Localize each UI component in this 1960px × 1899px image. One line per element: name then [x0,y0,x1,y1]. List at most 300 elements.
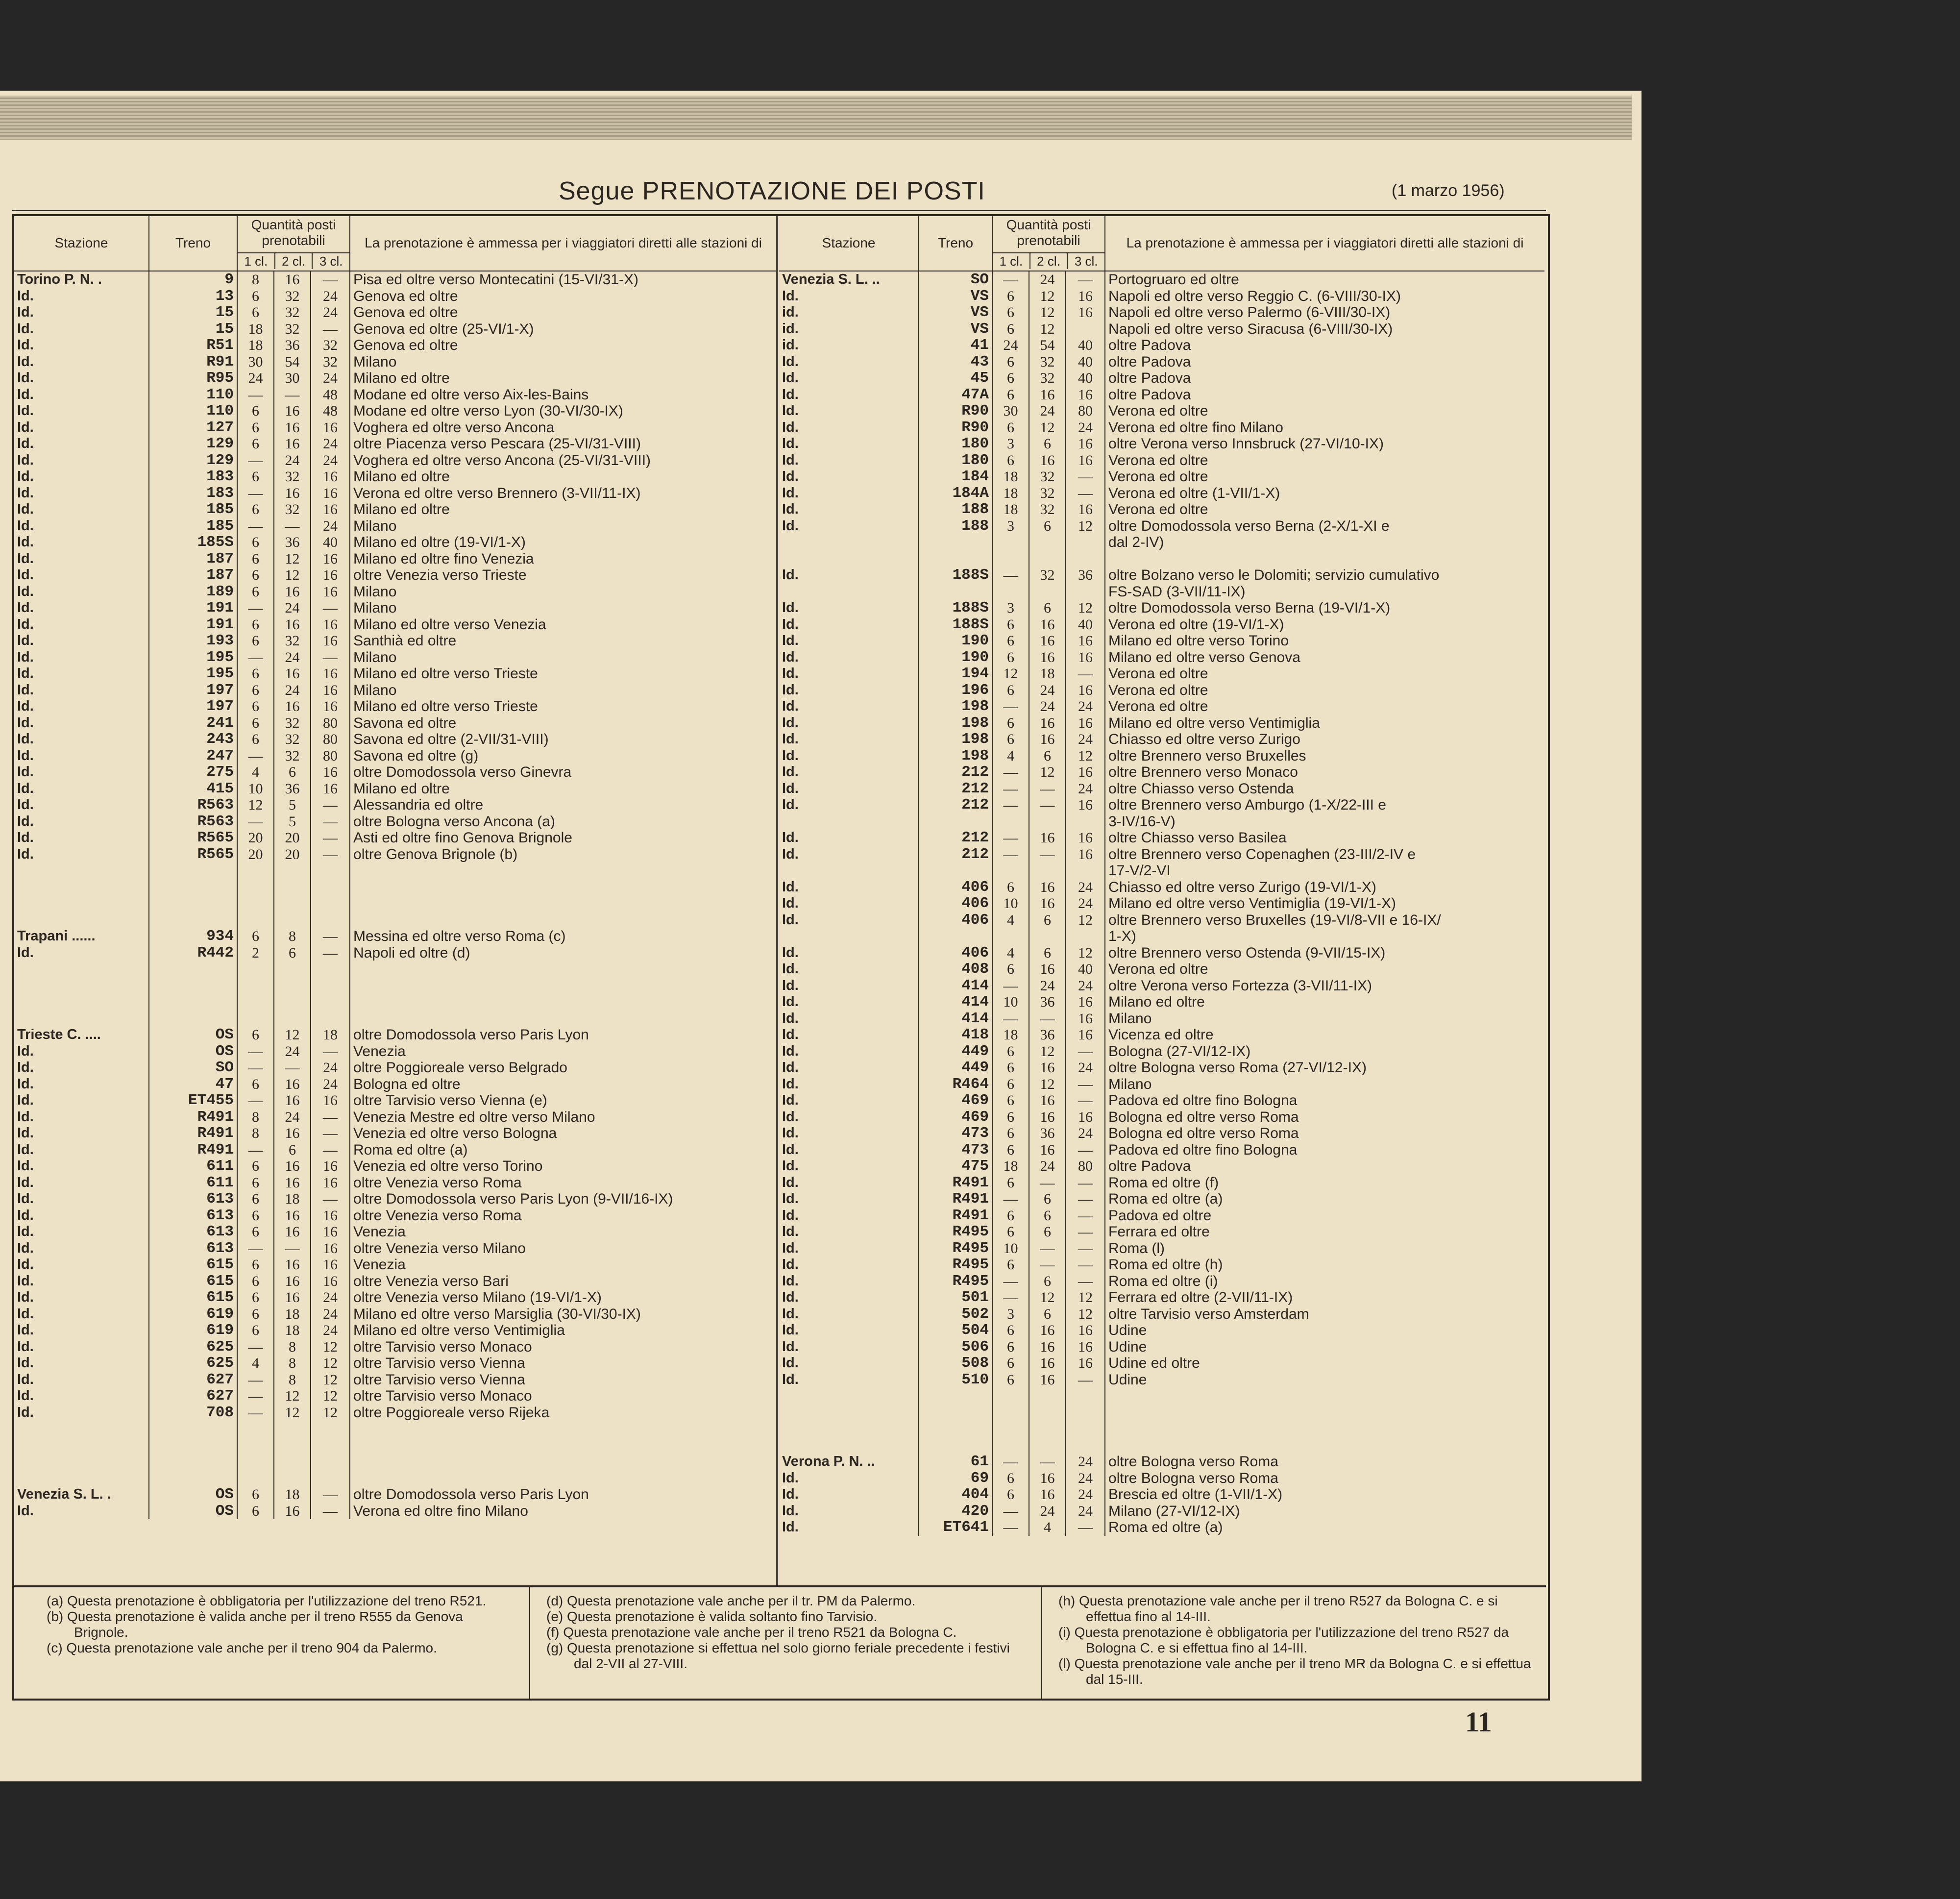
destination-cell: Messina ed oltre verso Roma (c) [350,928,776,945]
destination-cell: oltre Domodossola verso Paris Lyon (9-VII/16-IX) [350,1191,776,1208]
station-cell: Id. [782,715,799,731]
destination-cell: Padova ed oltre [1105,1208,1544,1224]
table-row [14,501,776,518]
station-cell: Id. [782,288,799,304]
station-cell: Id. [782,1125,799,1141]
seats-2cl-cell: 32 [1029,501,1066,518]
train-cell: 129 [149,436,237,452]
table-row [14,912,776,929]
destination-cell: Venezia ed oltre verso Bologna [350,1125,776,1142]
train-cell: 41 [919,337,992,354]
train-cell: 190 [919,633,992,649]
seats-1cl-cell: 18 [237,321,274,338]
train-cell: 406 [919,945,992,962]
seats-2cl-cell: 6 [1029,1224,1066,1240]
destination-cell: Verona ed oltre [1105,961,1544,978]
seats-2cl-cell [1029,1421,1066,1437]
seats-1cl-cell: 6 [237,501,274,518]
seats-1cl-cell: — [992,830,1029,846]
seats-3cl-cell [311,912,350,929]
seats-3cl-cell: 12 [1066,1306,1105,1323]
station-cell: Id. [17,1257,34,1272]
table-row [779,1355,1544,1372]
seats-3cl-cell [1066,1421,1105,1437]
seats-3cl-cell: 16 [311,419,350,436]
table-row [779,1158,1544,1175]
seats-1cl-cell: 6 [237,1306,274,1323]
seats-2cl-cell: 6 [1029,1191,1066,1208]
seats-1cl-cell: 6 [237,1076,274,1093]
station-cell: Id. [17,583,34,599]
train-cell [919,551,992,567]
table-row [14,485,776,502]
station-cell: Id. [17,944,34,961]
station-cell: Id. [782,403,799,419]
table-row [779,271,1544,288]
seats-2cl-cell: 16 [1029,731,1066,748]
destination-cell: Napoli ed oltre verso Palermo (6-VIII/30-IX) [1105,304,1544,321]
seats-2cl-cell: 16 [1029,895,1066,912]
table-row [779,863,1544,879]
seats-3cl-cell: — [311,1043,350,1060]
destination-cell: Milano [1105,1011,1544,1027]
seats-1cl-cell: — [237,485,274,502]
seats-3cl-cell: 16 [1066,288,1105,305]
station-cell: Id. [17,1503,34,1519]
station-cell: Id. [782,764,799,780]
table-row [779,567,1544,584]
seats-3cl-cell: 24 [1066,895,1105,912]
train-cell: 194 [919,666,992,682]
seats-3cl-cell: — [1066,1273,1105,1290]
seats-1cl-cell: 6 [237,534,274,551]
seats-2cl-cell [274,1437,311,1454]
seats-1cl-cell [992,814,1029,830]
seats-2cl-cell: 32 [274,633,311,649]
seats-1cl-cell [237,895,274,912]
destination-cell [350,1454,776,1470]
page-number: 11 [1465,1706,1492,1738]
station-cell: Id. [782,1043,799,1059]
train-cell: 406 [919,895,992,912]
destination-cell: Milano ed oltre verso Venezia [350,617,776,633]
seats-1cl-cell: 6 [237,682,274,699]
seats-2cl-cell: 24 [274,600,311,617]
seats-3cl-cell: 16 [1066,436,1105,452]
station-cell [14,1011,149,1027]
seats-1cl-cell: — [237,1060,274,1076]
col-treno: Treno [149,216,237,271]
seats-1cl-cell: 6 [992,1257,1029,1273]
seats-1cl-cell: 6 [237,666,274,682]
seats-1cl-cell: — [237,748,274,765]
destination-cell: Brescia ed oltre (1-VII/1-X) [1105,1486,1544,1503]
seats-1cl-cell: — [237,1388,274,1405]
table-row [14,1142,776,1159]
station-cell: Venezia S. L. . [17,1486,111,1502]
seats-2cl-cell: — [1029,1454,1066,1470]
station-cell: Id. [17,600,34,616]
seats-2cl-cell: 16 [274,1257,311,1273]
destination-cell: Bologna ed oltre verso Roma [1105,1109,1544,1126]
table-row [14,797,776,814]
train-cell: 406 [919,912,992,929]
destination-cell [350,895,776,912]
table-row [14,633,776,649]
table-row [779,830,1544,846]
train-cell: 198 [919,715,992,732]
seats-1cl-cell: 6 [237,715,274,732]
train-cell: 43 [919,354,992,370]
destination-cell: oltre Venezia verso Milano [350,1240,776,1257]
seats-2cl-cell: — [274,518,311,535]
destination-cell: Milano [350,682,776,699]
table-row [779,600,1544,617]
table-row [14,584,776,600]
train-cell: 198 [919,731,992,748]
right-timetable [779,216,1544,1585]
seats-2cl-cell: 24 [274,649,311,666]
seats-2cl-cell: 12 [1029,1289,1066,1306]
seats-1cl-cell: 18 [992,485,1029,502]
train-cell: R491 [149,1109,237,1126]
station-cell: Id. [17,633,34,648]
destination-cell: Genova ed oltre [350,337,776,354]
station-cell: Id. [782,879,799,895]
seats-3cl-cell: 24 [311,452,350,469]
table-row [779,928,1544,945]
seats-3cl-cell: 12 [1066,945,1105,962]
station-cell: Id. [17,550,34,567]
destination-cell: Verona ed oltre [1105,403,1544,419]
seats-1cl-cell: 6 [237,928,274,945]
station-cell [14,895,149,912]
seats-3cl-cell: 40 [311,534,350,551]
seats-1cl-cell: 8 [237,1109,274,1126]
seats-3cl-cell [311,1454,350,1470]
seats-2cl-cell: 16 [274,1092,311,1109]
table-row [779,1421,1544,1437]
destination-cell: Udine ed oltre [1105,1355,1544,1372]
seats-3cl-cell: 16 [311,567,350,584]
table-row [779,1191,1544,1208]
station-cell: Id. [782,1158,799,1174]
seats-3cl-cell: 48 [311,403,350,419]
station-cell: Id. [782,1257,799,1272]
station-cell: Trieste C. .... [17,1027,101,1042]
seats-3cl-cell: 80 [311,731,350,748]
seats-2cl-cell: 32 [274,469,311,485]
seats-3cl-cell: 16 [311,584,350,600]
seats-3cl-cell: 80 [311,715,350,732]
station-cell: Id. [782,1338,799,1355]
seats-1cl-cell: — [992,1011,1029,1027]
destination-cell: Asti ed oltre fino Genova Brignole [350,830,776,846]
seats-2cl-cell: 16 [274,1503,311,1520]
destination-cell: oltre Domodossola verso Berna (2-X/1-XI e [1105,518,1544,535]
station-cell [14,1454,149,1470]
train-cell [149,863,237,879]
seats-3cl-cell: — [1066,469,1105,485]
station-cell: Id. [17,501,34,517]
seats-1cl-cell: 6 [237,419,274,436]
seats-1cl-cell: 2 [237,945,274,962]
seats-1cl-cell: 6 [992,1486,1029,1503]
train-cell: 473 [919,1125,992,1142]
destination-cell: Napoli ed oltre verso Reggio C. (6-VIII/30-IX) [1105,288,1544,305]
seats-1cl-cell: — [992,781,1029,797]
seats-1cl-cell: — [992,1273,1029,1290]
table-row [14,271,776,288]
station-cell: Id. [17,452,34,468]
seats-2cl-cell: 12 [1029,764,1066,781]
destination-cell: Udine [1105,1339,1544,1356]
seats-3cl-cell: 24 [1066,978,1105,994]
train-cell [149,1454,237,1470]
seats-3cl-cell: 16 [1066,1027,1105,1043]
destination-cell: oltre Bologna verso Roma [1105,1470,1544,1487]
train-cell: R91 [149,354,237,370]
station-cell: Id. [782,1306,799,1322]
seats-2cl-cell: 24 [274,452,311,469]
seats-1cl-cell: 6 [237,1191,274,1208]
seats-3cl-cell: 24 [311,1289,350,1306]
train-cell: VS [919,288,992,305]
table-row [779,1125,1544,1142]
train-cell: 414 [919,978,992,994]
train-cell: 47A [919,387,992,403]
seats-2cl-cell: 6 [274,1142,311,1159]
train-cell: 469 [919,1092,992,1109]
seats-2cl-cell: 18 [274,1191,311,1208]
station-cell: Id. [782,1289,799,1305]
table-row [779,945,1544,962]
column-divider [776,216,778,1585]
table-header-row [14,216,776,271]
train-cell: 9 [149,271,237,288]
station-cell [779,534,919,551]
train-cell: 475 [919,1158,992,1175]
seats-2cl-cell: 16 [1029,1355,1066,1372]
train-cell [919,1437,992,1454]
train-cell: 195 [149,666,237,682]
station-cell: Id. [782,1322,799,1338]
seats-3cl-cell: 16 [1066,501,1105,518]
destination-cell: Verona ed oltre [1105,452,1544,469]
destination-cell: Bologna (27-VI/12-IX) [1105,1043,1544,1060]
table-row [779,337,1544,354]
train-cell: 627 [149,1372,237,1388]
table-row [14,764,776,781]
footnote-divider [529,1587,530,1699]
col-quantita [237,216,350,271]
station-cell [779,928,919,945]
right-table [779,216,1544,1536]
seats-1cl-cell [992,534,1029,551]
seats-2cl-cell: 6 [274,945,311,962]
seats-1cl-cell: — [237,649,274,666]
destination-cell: oltre Tarvisio verso Vienna [350,1355,776,1372]
train-cell: 180 [919,452,992,469]
table-row [14,715,776,732]
seats-1cl-cell: 4 [237,1355,274,1372]
seats-3cl-cell: 24 [1066,419,1105,436]
seats-2cl-cell: 12 [1029,321,1066,338]
station-cell: Id. [17,534,34,550]
station-cell: Id. [782,780,799,796]
seats-2cl-cell: 36 [1029,1125,1066,1142]
seats-2cl-cell: 6 [1029,912,1066,929]
seats-1cl-cell [237,978,274,994]
page-date: (1 marzo 1956) [1392,181,1505,200]
train-cell: 934 [149,928,237,945]
seats-2cl-cell: — [1029,1257,1066,1273]
station-cell: Id. [17,567,34,583]
seats-2cl-cell: 16 [1029,1322,1066,1339]
train-cell: OS [149,1027,237,1043]
seats-1cl-cell [237,912,274,929]
table-row [14,370,776,387]
train-cell: R563 [149,814,237,830]
seats-1cl-cell: 20 [237,830,274,846]
seats-2cl-cell: 18 [274,1322,311,1339]
table-row [14,403,776,419]
destination-cell: Portogruaro ed oltre [1105,271,1544,288]
destination-cell: Milano ed oltre fino Venezia [350,551,776,567]
seats-1cl-cell: 6 [992,633,1029,649]
destination-cell [1105,1437,1544,1454]
destination-cell: Alessandria ed oltre [350,797,776,814]
seats-1cl-cell: 18 [992,1027,1029,1043]
table-row [14,1011,776,1027]
table-row [779,501,1544,518]
seats-3cl-cell: 24 [311,1076,350,1093]
table-row [779,354,1544,370]
seats-2cl-cell: 24 [274,682,311,699]
seats-2cl-cell [274,961,311,978]
destination-cell: oltre Domodossola verso Berna (19-VI/1-X) [1105,600,1544,617]
seats-2cl-cell: 12 [1029,419,1066,436]
station-cell: Id. [17,1174,34,1190]
train-cell: 243 [149,731,237,748]
station-cell: Id. [782,895,799,911]
seats-3cl-cell: 16 [1066,994,1105,1011]
seats-2cl-cell: 12 [274,1405,311,1421]
table-row [14,928,776,945]
seats-2cl-cell: 16 [274,1076,311,1093]
train-cell: 619 [149,1322,237,1339]
seats-2cl-cell: 30 [274,370,311,387]
seats-1cl-cell: 6 [992,961,1029,978]
seats-3cl-cell: 16 [1066,1339,1105,1356]
seats-2cl-cell [274,994,311,1011]
destination-cell: Roma ed oltre (a) [350,1142,776,1159]
table-row [14,567,776,584]
seats-3cl-cell: — [311,649,350,666]
train-cell: OS [149,1503,237,1520]
seats-2cl-cell [274,1011,311,1027]
station-cell: Id. [17,649,34,665]
table-row [14,1355,776,1372]
seats-1cl-cell: 6 [237,1257,274,1273]
station-cell: Id. [782,1060,799,1075]
seats-2cl-cell [1029,814,1066,830]
table-row [779,1027,1544,1043]
train-cell: 449 [919,1060,992,1076]
seats-2cl-cell: — [1029,1175,1066,1191]
train-cell: 275 [149,764,237,781]
seats-3cl-cell: 24 [1066,1486,1105,1503]
seats-3cl-cell: 24 [1066,1060,1105,1076]
station-cell: Id. [782,698,799,714]
station-cell: Id. [17,419,34,435]
destination-cell: Roma ed oltre (a) [1105,1519,1544,1536]
seats-2cl-cell: 36 [274,781,311,797]
destination-cell: oltre Bologna verso Roma (27-VI/12-IX) [1105,1060,1544,1076]
station-cell: Id. [782,1273,799,1289]
station-cell: Id. [17,386,34,402]
train-cell: 195 [149,649,237,666]
station-cell: Id. [17,1109,34,1125]
left-timetable [14,216,776,1585]
station-cell: Id. [782,747,799,764]
footnote: (l) Questa prenotazione vale anche per il treno MR da Bologna C. e si effettua dal 15-III. [1058,1656,1531,1687]
seats-2cl-cell: 5 [274,814,311,830]
destination-cell [1105,1405,1544,1421]
train-cell [919,863,992,879]
train-cell: R491 [149,1125,237,1142]
table-row [779,1076,1544,1093]
train-cell: 188 [919,518,992,535]
seats-3cl-cell: 16 [311,617,350,633]
seats-2cl-cell: 16 [1029,1470,1066,1487]
table-row [779,846,1544,863]
station-cell [779,551,919,567]
seats-1cl-cell: 6 [237,1208,274,1224]
seats-1cl-cell: 30 [992,403,1029,419]
seats-2cl-cell: 32 [1029,354,1066,370]
train-cell: 469 [919,1109,992,1126]
seats-1cl-cell [237,994,274,1011]
station-cell: Id. [782,1109,799,1125]
train-cell: 615 [149,1257,237,1273]
seats-2cl-cell: 6 [274,764,311,781]
destination-cell: Milano ed oltre verso Marsiglia (30-VI/30-IX) [350,1306,776,1323]
station-cell: Id. [782,1503,799,1519]
seats-3cl-cell: 16 [311,633,350,649]
seats-3cl-cell: 16 [1066,764,1105,781]
seats-1cl-cell [992,1421,1029,1437]
train-cell: OS [149,1043,237,1060]
destination-cell: oltre Brennero verso Copenaghen (23-III/2-IV e [1105,846,1544,863]
seats-1cl-cell: 10 [992,994,1029,1011]
footnote: (f) Questa prenotazione vale anche per il treno R521 da Bologna C. [546,1625,957,1640]
seats-3cl-cell: — [311,846,350,863]
table-row [14,1470,776,1487]
train-cell: 129 [149,452,237,469]
train-cell: 110 [149,403,237,419]
train-cell: 184A [919,485,992,502]
train-cell: 190 [919,649,992,666]
seats-1cl-cell: 4 [992,912,1029,929]
station-cell: Id. [782,682,799,698]
destination-cell: oltre Poggioreale verso Belgrado [350,1060,776,1076]
station-cell: Id. [782,1191,799,1207]
station-cell: Id. [17,1060,34,1075]
station-cell: Id. [17,469,34,484]
seats-1cl-cell: — [237,387,274,403]
table-row [779,1322,1544,1339]
